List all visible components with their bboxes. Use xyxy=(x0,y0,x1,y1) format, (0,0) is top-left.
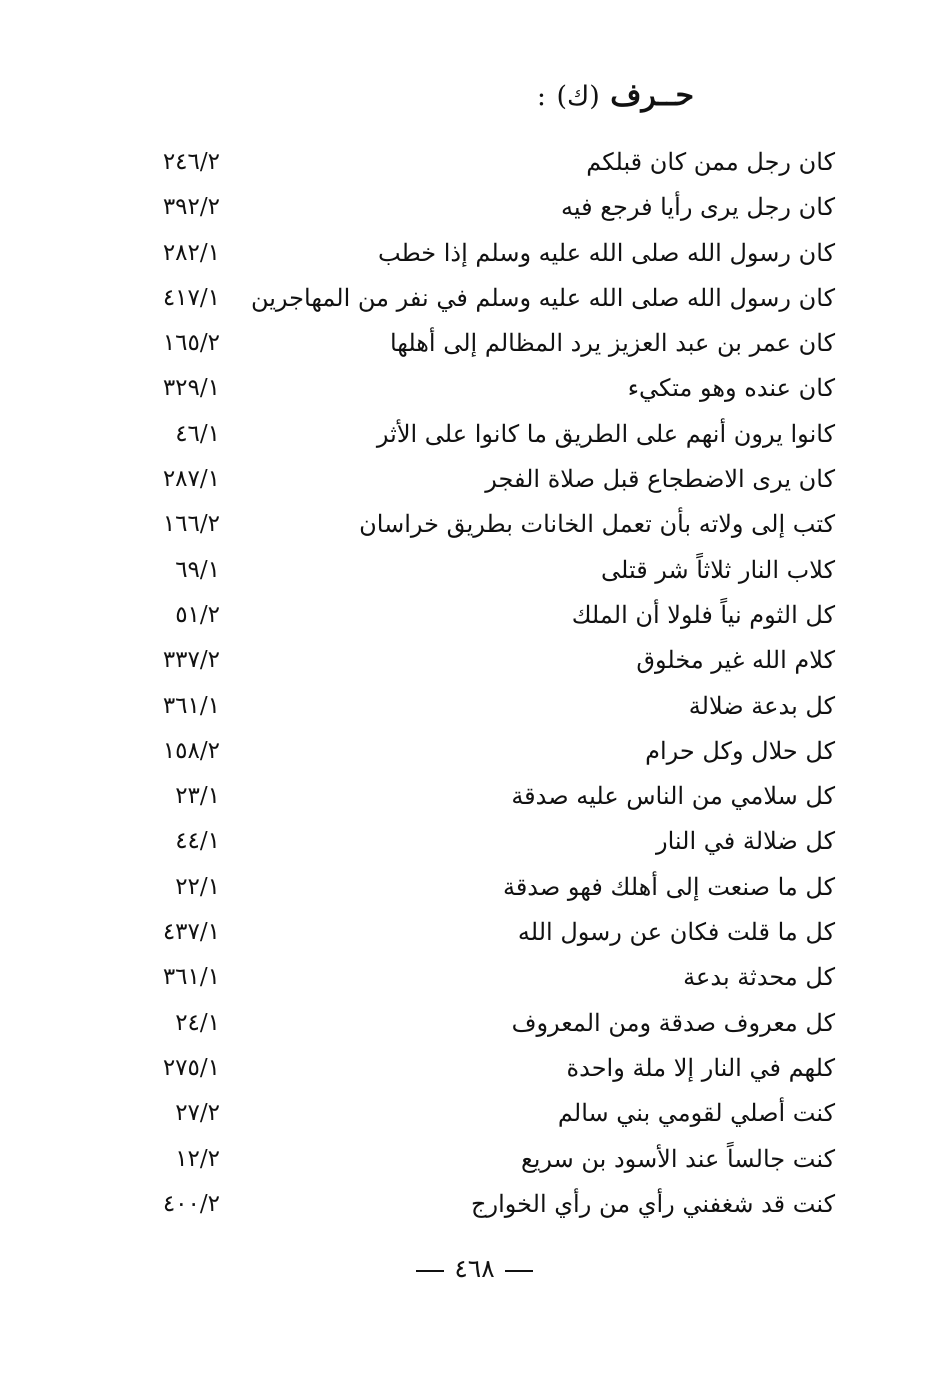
entry-text: كل ضلالة في النار xyxy=(656,827,835,856)
index-entry xyxy=(130,366,835,411)
entry-text: كان عمر بن عبد العزيز يرد المظالم إلى أهلها xyxy=(389,329,835,358)
index-entry xyxy=(130,1182,835,1227)
footer-dash-left xyxy=(416,1270,444,1272)
heading-word: حــرف xyxy=(610,78,694,113)
entry-reference: ١٢/٢ xyxy=(175,1145,220,1172)
entry-text: كلاب النار ثلاثاً شر قتلى xyxy=(601,555,835,584)
section-heading xyxy=(537,78,694,113)
index-entry xyxy=(130,548,835,593)
heading-letter: (ك) xyxy=(556,81,600,112)
entry-reference: ١٦٥/٢ xyxy=(162,330,220,357)
entry-reference: ١٥٨/٢ xyxy=(162,737,220,764)
entry-text: كنت أصلي لقومي بني سالم xyxy=(557,1099,835,1128)
entry-reference: ٢٤/١ xyxy=(175,1009,220,1036)
entry-text: كل سلامي من الناس عليه صدقة xyxy=(511,782,835,811)
entry-text: كل ما قلت فكان عن رسول الله xyxy=(517,918,835,947)
entry-text: كنت قد شغفني رأي من رأي الخوارج xyxy=(471,1189,835,1218)
entry-text: كنت جالساً عند الأسود بن سريع xyxy=(520,1144,835,1173)
entry-text: كل بدعة ضلالة xyxy=(688,691,835,720)
entry-text: كل ما صنعت إلى أهلك فهو صدقة xyxy=(502,872,835,901)
entry-text: كان رجل يرى رأيا فرجع فيه xyxy=(561,193,835,222)
footer-dash-right xyxy=(505,1270,533,1272)
entry-text: كل الثوم نياً فلولا أن الملك xyxy=(571,600,835,629)
entry-reference: ٣٣٧/٢ xyxy=(162,647,220,674)
index-entry xyxy=(130,231,835,276)
hadith-index-list xyxy=(130,140,835,1227)
index-entry xyxy=(130,1137,835,1182)
index-entry xyxy=(130,684,835,729)
entry-reference: ٣٦١/١ xyxy=(162,692,220,719)
entry-text: كلام الله غير مخلوق xyxy=(636,646,835,675)
entry-reference: ٢٧٥/١ xyxy=(162,1054,220,1081)
index-entry xyxy=(130,1091,835,1136)
entry-reference: ٤٦/١ xyxy=(175,420,220,447)
page-footer xyxy=(0,1254,949,1283)
index-entry xyxy=(130,910,835,955)
entry-reference: ٣٢٩/١ xyxy=(162,375,220,402)
index-entry xyxy=(130,955,835,1000)
entry-reference: ٣٦١/١ xyxy=(162,964,220,991)
index-entry xyxy=(130,593,835,638)
entry-text: كان رسول الله صلى الله عليه وسلم في نفر من المهاجرين xyxy=(250,283,835,312)
entry-reference: ٢٢/١ xyxy=(175,873,220,900)
entry-reference: ٦٩/١ xyxy=(175,556,220,583)
entry-text: كل حلال وكل حرام xyxy=(645,736,835,765)
entry-reference: ٢٨٧/١ xyxy=(162,466,220,493)
page-number: ٤٦٨ xyxy=(454,1254,495,1283)
entry-text: كان يرى الاضطجاع قبل صلاة الفجر xyxy=(485,465,835,494)
heading-colon: : xyxy=(536,81,546,112)
entry-text: كلهم في النار إلا ملة واحدة xyxy=(566,1053,835,1082)
index-entry xyxy=(130,819,835,864)
index-entry xyxy=(130,457,835,502)
index-entry xyxy=(130,729,835,774)
entry-reference: ٣٩٢/٢ xyxy=(162,194,220,221)
entry-text: كان رجل ممن كان قبلكم xyxy=(586,148,835,176)
entry-text: كل محدثة بدعة xyxy=(683,963,835,992)
entry-reference: ١٦٦/٢ xyxy=(162,511,220,538)
index-entry xyxy=(130,865,835,910)
entry-text: كتب إلى ولاته بأن تعمل الخانات بطريق خراسان xyxy=(359,510,835,539)
index-entry xyxy=(130,774,835,819)
index-entry xyxy=(130,140,835,185)
entry-reference: ٤٣٧/١ xyxy=(162,919,220,946)
entry-text: كان عنده وهو متكيء xyxy=(627,374,835,403)
entry-reference: ٤٠٠/٢ xyxy=(162,1190,220,1217)
entry-reference: ٤١٧/١ xyxy=(162,284,220,311)
index-entry xyxy=(130,1001,835,1046)
index-entry xyxy=(130,321,835,366)
index-entry xyxy=(130,638,835,683)
index-entry xyxy=(130,185,835,230)
index-entry xyxy=(130,276,835,321)
index-entry xyxy=(130,412,835,457)
entry-text: كان رسول الله صلى الله عليه وسلم إذا خطب xyxy=(378,238,835,267)
entry-reference: ٢٣/١ xyxy=(175,783,220,810)
entry-text: كانوا يرون أنهم على الطريق ما كانوا على الأثر xyxy=(376,419,835,448)
entry-reference: ٤٤/١ xyxy=(175,828,220,855)
entry-text: كل معروف صدقة ومن المعروف xyxy=(511,1008,835,1037)
entry-reference: ٥١/٢ xyxy=(175,601,220,628)
entry-reference: ٢٨٢/١ xyxy=(162,239,220,266)
entry-reference: ٢٤٦/٢ xyxy=(162,149,220,175)
index-entry xyxy=(130,502,835,547)
entry-reference: ٢٧/٢ xyxy=(175,1100,220,1127)
index-entry xyxy=(130,1046,835,1091)
